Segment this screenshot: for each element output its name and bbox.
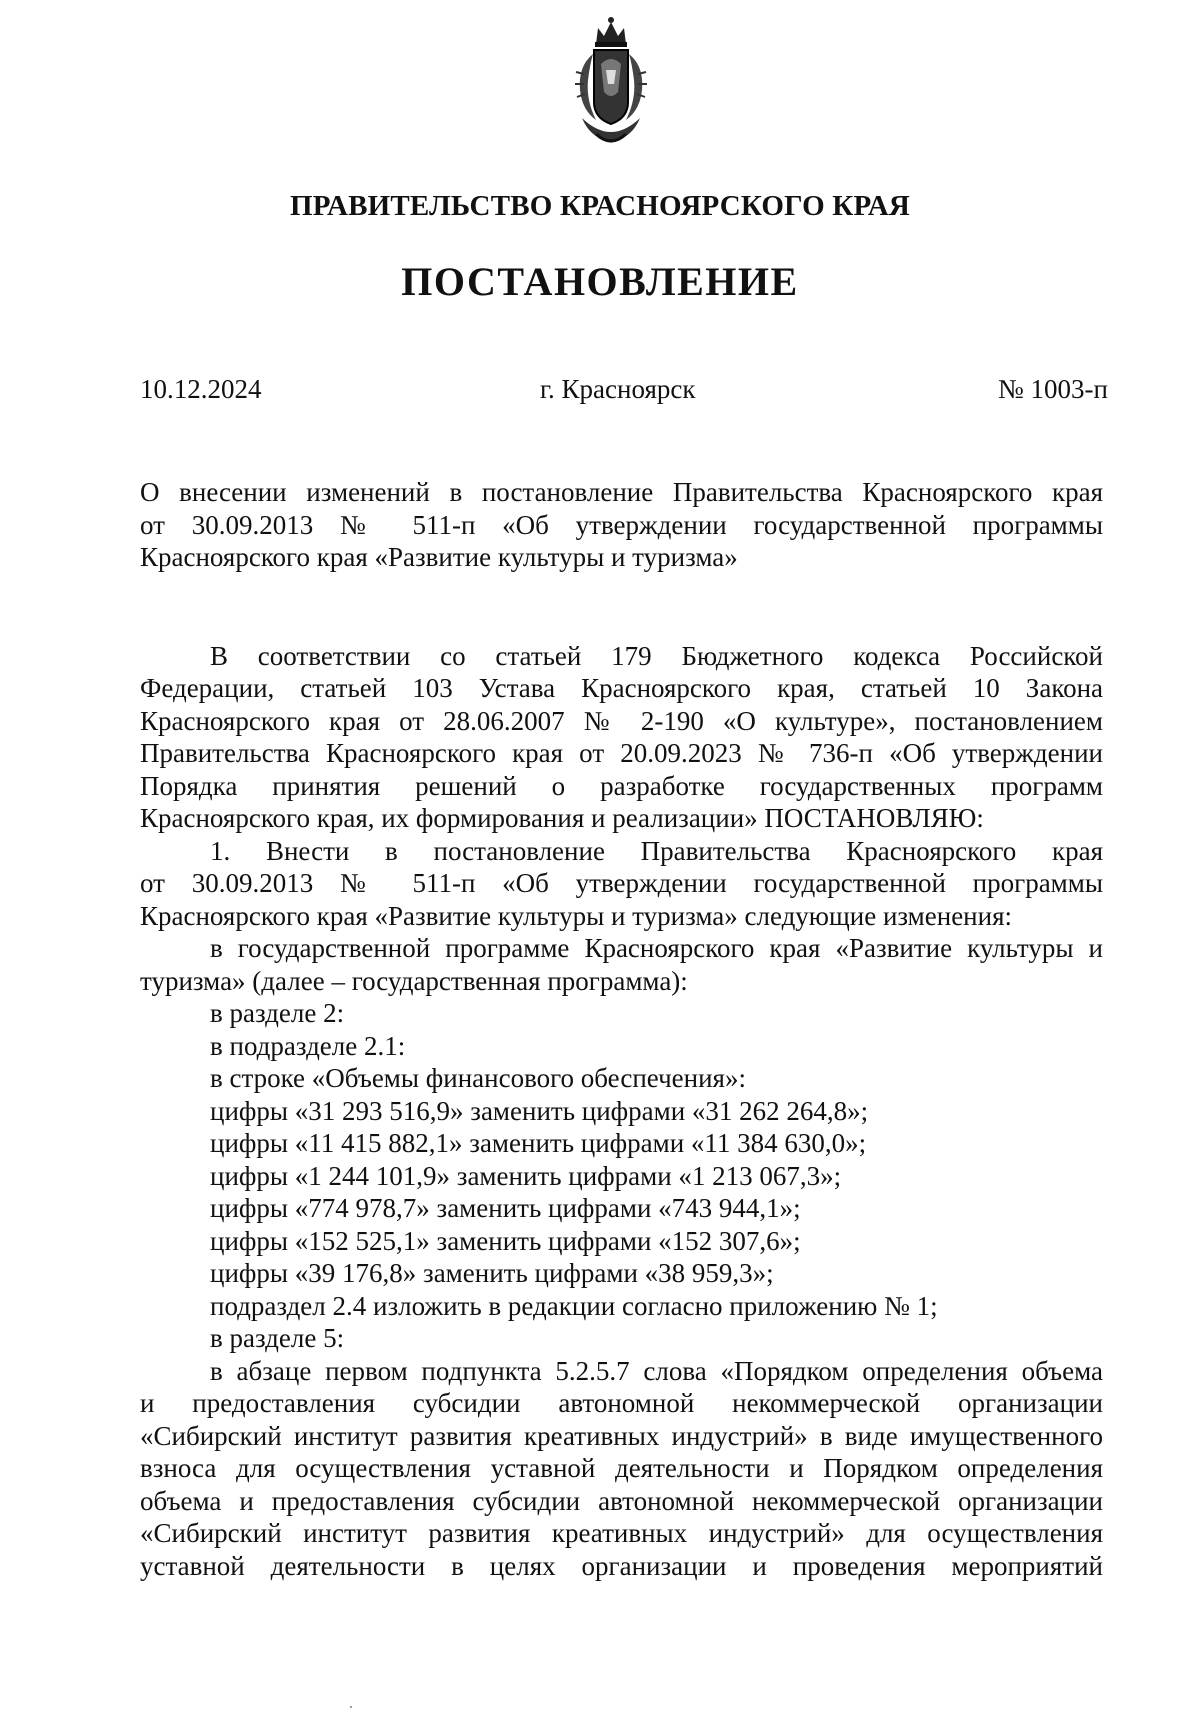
issuing-authority: ПРАВИТЕЛЬСТВО КРАСНОЯРСКОГО КРАЯ [289, 190, 911, 222]
document-body [140, 476, 1103, 1582]
body-line: Федерации, статьей 103 Устава Красноярского края, статьей 10 Закона [140, 673, 1103, 703]
body-line: «Сибирский институт развития креативных индустрий» для осуществления [140, 1518, 1103, 1548]
body-line: Порядка принятия решений о разработке государственных программ [140, 770, 1103, 801]
body-line: подраздел 2.4 изложить в редакции согласно приложению № 1; [210, 1290, 938, 1321]
body-line: цифры «11 415 882,1» заменить цифрами «11 384 630,0»; [210, 1128, 867, 1158]
body-line: взноса для осуществления уставной деятельности и Порядком определения [140, 1453, 1103, 1483]
title-line: от 30.09.2013 № 511-п «Об утверждении государственной программы [140, 509, 1103, 540]
spacer [140, 574, 1103, 640]
body-line: объема и предоставления субсидии автономной некоммерческой организации [140, 1485, 1103, 1516]
body-line: цифры «39 176,8» заменить цифрами «38 959,3»; [210, 1258, 774, 1288]
body-line: в строке «Объемы финансового обеспечения»: [210, 1063, 746, 1093]
body-line: в абзаце первом подпункта 5.2.5.7 слова «Порядком определения объема [210, 1355, 1103, 1386]
body-line: «Сибирский институт развития креативных индустрий» в виде имущественного [140, 1420, 1103, 1451]
body-line: Красноярского края, их формирования и реализации» ПОСТАНОВЛЯЮ: [140, 803, 984, 833]
body-line: Красноярского края от 28.06.2007 № 2-190 «О культуре», постановлением [140, 705, 1103, 736]
body-line: туризма» (далее – государственная программа): [140, 965, 688, 996]
body-line: Красноярского края «Развитие культуры и туризма» следующие изменения: [140, 900, 1013, 931]
body-line: в подразделе 2.1: [210, 1030, 406, 1061]
body-line: и предоставления субсидии автономной некоммерческой организации [140, 1388, 1103, 1418]
body-line: 1. Внести в постановление Правительства Красноярского края [210, 835, 1103, 866]
title-line: О внесении изменений в постановление Правительства Красноярского края [140, 477, 1103, 507]
body-line: Правительства Красноярского края от 20.09.2023 № 736-п «Об утверждении [140, 738, 1103, 768]
body-line: в государственной программе Красноярского края «Развитие культуры и [210, 933, 1103, 963]
body-line: от 30.09.2013 № 511-п «Об утверждении государственной программы [140, 868, 1103, 898]
body-line: уставной деятельности в целях организации и проведения мероприятий [140, 1550, 1103, 1581]
document-number: № 1003-п [998, 374, 1108, 404]
body-line: цифры «1 244 101,9» заменить цифрами «1 213 067,3»; [210, 1160, 842, 1191]
document-type-title: ПОСТАНОВЛЕНИЕ [401, 259, 799, 304]
document-date: 10.12.2024 [140, 374, 262, 404]
body-line: в разделе 2: [210, 998, 345, 1028]
body-line: цифры «31 293 516,9» заменить цифрами «31 262 264,8»; [210, 1095, 869, 1126]
body-line: цифры «774 978,7» заменить цифрами «743 944,1»; [210, 1193, 801, 1223]
title-line: Красноярского края «Развитие культуры и туризма» [140, 542, 738, 572]
body-line: цифры «152 525,1» заменить цифрами «152 307,6»; [210, 1225, 801, 1256]
coat-of-arms-emblem [566, 14, 656, 152]
body-line: в разделе 5: [210, 1323, 345, 1353]
body-line: В соответствии со статьей 179 Бюджетного кодекса Российской [210, 640, 1103, 671]
scan-speck [350, 1706, 352, 1708]
document-city: г. Красноярск [540, 374, 696, 404]
